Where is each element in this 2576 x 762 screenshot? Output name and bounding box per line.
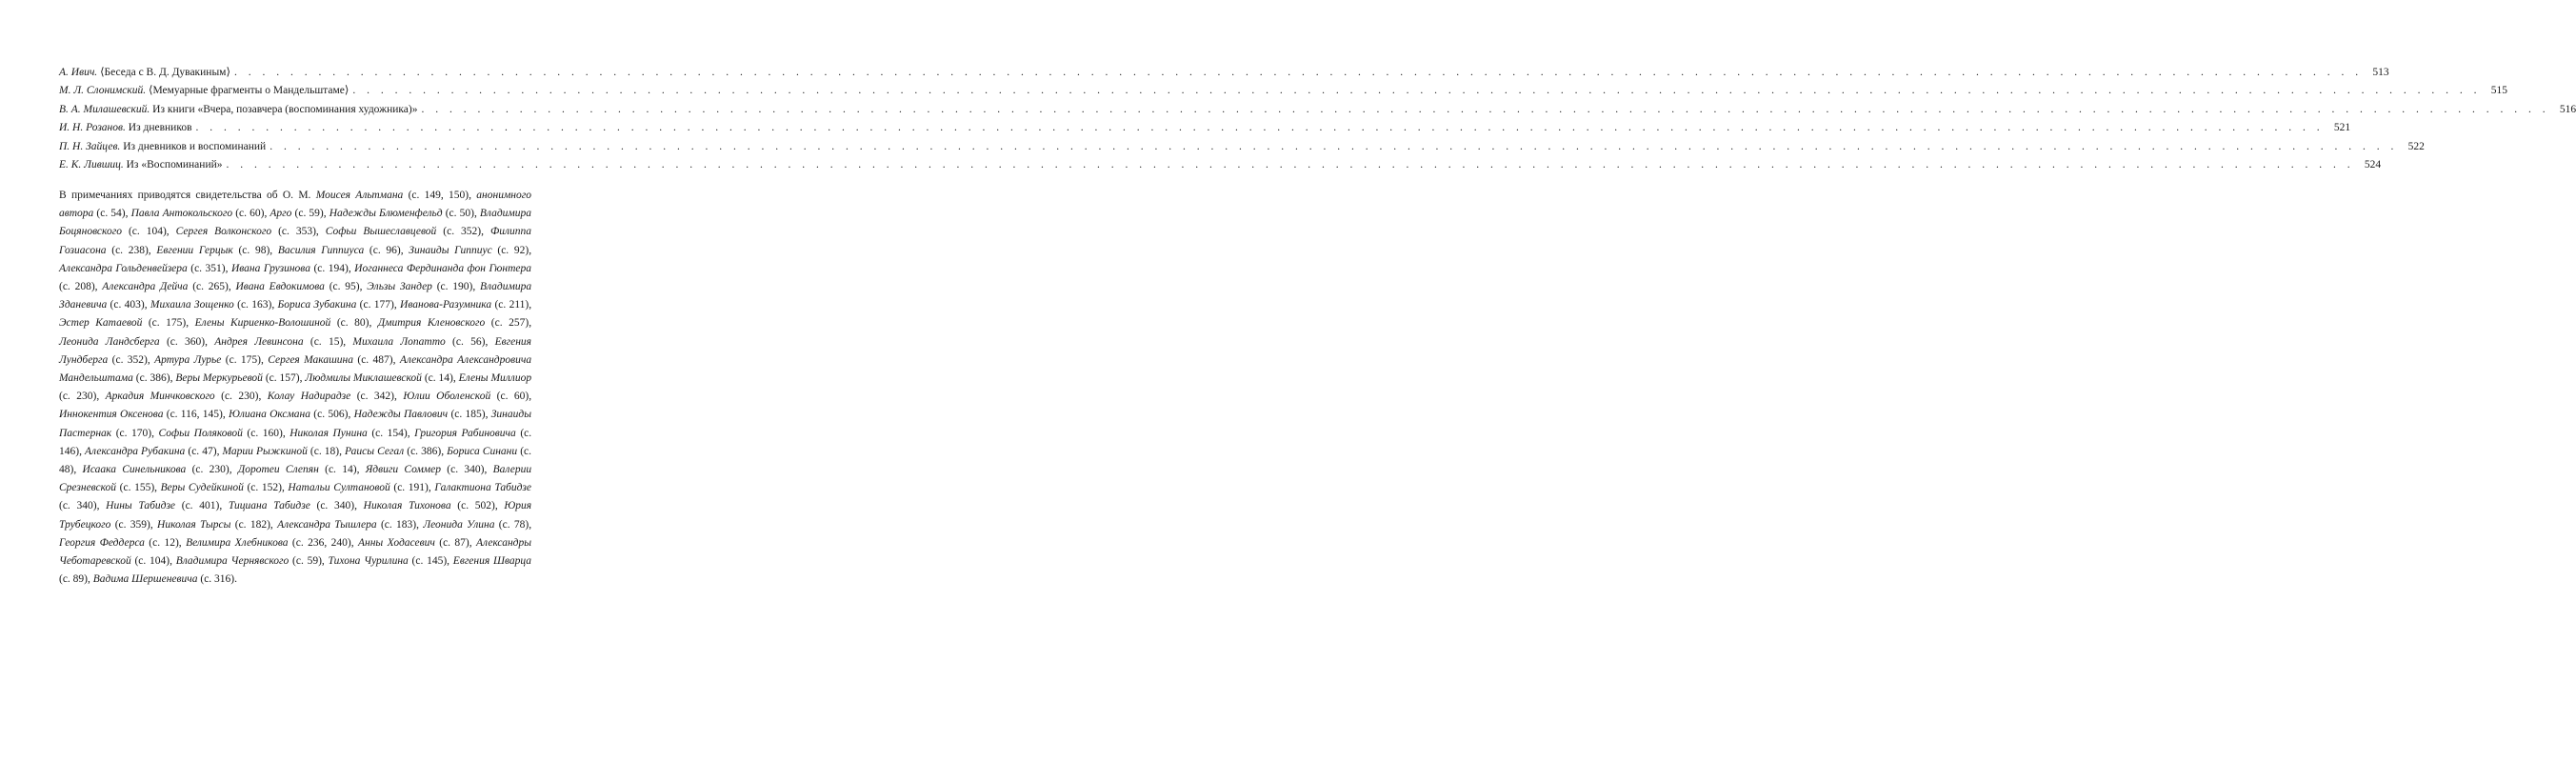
- page-reference: (с. 104): [128, 226, 167, 238]
- page-reference: (с. 257): [490, 317, 529, 330]
- page-reference: (с. 175): [225, 353, 261, 366]
- toc-author: И. Н. Розанов.: [59, 122, 126, 134]
- page-reference: (с. 340): [447, 464, 485, 476]
- person-name: Арго: [270, 208, 292, 220]
- page-reference: (с. 353): [278, 226, 316, 238]
- toc-title: ⟨Мемуарные фрагменты о Мандельштаме⟩: [148, 85, 349, 97]
- page-reference: (с. 352): [443, 226, 482, 238]
- person-name: Колау Надирадзе: [267, 391, 351, 403]
- person-name: Людмилы Миклашевской: [305, 372, 422, 385]
- page-reference: (с. 155): [119, 482, 155, 494]
- person-name: Софьи Поляковой: [158, 427, 243, 439]
- page-reference: (с. 183): [380, 518, 417, 531]
- person-name: Сергея Волконского: [175, 226, 272, 238]
- toc-author: В. А. Милашевский.: [59, 103, 150, 115]
- page-reference: (с. 56): [452, 335, 486, 348]
- page-reference: (с. 502): [457, 500, 495, 512]
- person-name: Ивана Евдокимова: [235, 281, 325, 293]
- notes-intro: В примечаниях приводятся свидетельства об О. М.: [59, 190, 311, 201]
- person-name: Михаила Лопатто: [352, 335, 446, 348]
- person-name: Валерии Срезневской: [59, 464, 532, 494]
- toc-title: Из дневников: [128, 122, 192, 134]
- page-reference: (с. 191): [393, 482, 429, 494]
- person-name: Елены Кириенко-Волошиной: [194, 317, 331, 330]
- person-name: Анны Ходасевич: [357, 536, 435, 549]
- page-reference: (с. 386): [407, 445, 442, 457]
- person-name: Надежды Блюменфельд: [329, 208, 443, 220]
- page-reference: (с. 48): [59, 445, 531, 476]
- person-name: Александра Дейча: [102, 281, 189, 293]
- person-name: Ивана Грузинова: [230, 262, 310, 274]
- toc-entry-text: [59, 156, 223, 174]
- person-name: Михаила Зощенко: [150, 299, 234, 311]
- person-name: Александра Рубакина: [85, 445, 186, 457]
- page-reference: (с. 177): [359, 299, 394, 311]
- page-reference: (с. 18): [310, 445, 340, 457]
- dot-leader: [227, 156, 2355, 174]
- person-name: Иванова-Разумника: [400, 299, 492, 311]
- person-name: Николая Тырсы: [157, 518, 231, 531]
- toc-page-number: 522: [2407, 140, 2425, 152]
- page-reference: (с. 208): [59, 281, 95, 293]
- person-name: Иоганнеса Фердинанда фон Гюнтера: [354, 262, 532, 274]
- person-name: Моисея Альтмана: [315, 190, 404, 201]
- person-name: Велимира Хлебникова: [186, 536, 289, 549]
- person-name: Леонида Ландсберга: [59, 335, 160, 348]
- person-name: Филиппа Гозиасона: [59, 226, 531, 256]
- person-name: Николая Тихонова: [363, 500, 451, 512]
- person-name: Елены Миллиор: [458, 372, 532, 385]
- page-reference: (с. 54): [96, 208, 126, 220]
- toc-entry-text: [59, 119, 192, 137]
- dot-leader: [270, 138, 2398, 156]
- page-reference: (с. 59): [292, 555, 322, 568]
- person-name: Тициана Табидзе: [228, 500, 310, 512]
- page-reference: (с. 12): [149, 536, 179, 549]
- page-reference: (с. 194): [313, 262, 349, 274]
- person-name: Бориса Зубакина: [277, 299, 357, 311]
- person-name: Раисы Сегал: [345, 445, 405, 457]
- dot-leader: [421, 101, 2549, 119]
- page-reference: (с. 96): [369, 244, 401, 256]
- person-name: Василия Гиппиуса: [277, 244, 365, 256]
- notes-paragraph: В примечаниях приводятся свидетельства об О. М. Моисея Альтмана (с. 149, 150), анонимного автора (с. 54), Павла Антокольского (с. 60), Арго (с. 59), Надежды Блюменфельд (с. 50), Владимира Боцяновского (с. 104), Сергея Волконского (с. 353), Софьи Вышеславцевой (с. 352), Филиппа Гозиасона (с. 238), Евгении Герцык (с. 98), Василия Гиппиуса (с. 96), Зинаиды Гиппиус (с. 92), Александра Гольденвейзера (с. 351), Ивана Грузинова (с. 194), Иоганнеса Фердинанда фон Гюнтера (с. 208), Александра Дейча (с. 265), Ивана Евдокимова (с. 95), Эльзы Зандер (с. 190), Владимира Зданевича (с. 403), Михаила Зощенко (с. 163), Бориса Зубакина (с. 177), Иванова-Разумника (с. 211), Эстер Катаевой (с. 175), Елены Кириенко-Волошиной (с. 80), Дмитрия Кленовского (с. 257), Леонида Ландсберга (с. 360), Андрея Левинсона (с. 15), Михаила Лопатто (с. 56), Евгения Лундберга (с. 352), Артура Лурье (с. 175), Сергея Макашина (с. 487), Александра Александровича Мандельштама (с. 386), Веры Меркурьевой (с. 157), Людмилы Миклашевской (с. 14), Елены Миллиор (с. 230), Аркадия Минчковского (с. 230), Колау Надирадзе (с. 342), Юлии Оболенской (с. 60), Иннокентия Оксенова (с. 116, 145), Юлиана Оксмана (с. 506), Надежды Павлович (с. 185), Зинаиды Пастернак (с. 170), Софьи Поляковой (с. 160), Николая Пунина (с. 154), Григория Рабиновича (с. 146), Александра Рубакина (с. 47), Марии Рыжкиной (с. 18), Раисы Сегал (с. 386), Бориса Синани (с. 48), Исаака Синельникова (с. 230), Доротеи Слепян (с. 14), Ядвиги Соммер (с. 340), Валерии Срезневской (с. 155), Веры Судейкиной (с. 152), Натальи Султановой (с. 191), Галактиона Табидзе (с. 340), Нины Табидзе (с. 401), Тициана Табидзе (с. 340), Николая Тихонова (с. 502), Юрия Трубецкого (с. 359), Николая Тырсы (с. 182), Александра Тышлера (с. 183), Леонида Улина (с. 78), Георгия Феддерса (с. 12), Велимира Хлебникова (с. 236, 240), Анны Ходасевич (с. 87), Александры Чеботаревской (с. 104), Владимира Чернявского (с. 59), Тихона Чурилина (с. 145), Евгения Шварца (с. 89), Вадима Шершеневича (с. 316).: [59, 190, 532, 586]
- table-of-contents: [59, 64, 2576, 174]
- page-reference: (с. 386): [135, 372, 170, 385]
- page-reference: (с. 487): [357, 353, 393, 366]
- dot-leader: [196, 119, 2325, 137]
- page-reference: (с. 175): [148, 317, 187, 330]
- person-name: Зинаиды Пастернак: [59, 409, 531, 439]
- page-reference: (с. 230): [221, 391, 259, 403]
- person-name: Веры Судейкиной: [160, 482, 244, 494]
- person-name: Юрия Трубецкого: [59, 500, 532, 531]
- page-reference: (с. 80): [336, 317, 369, 330]
- page-reference: (с. 351): [190, 262, 226, 274]
- page-reference: (с. 145): [411, 555, 448, 568]
- person-name: Тихона Чурилина: [328, 555, 409, 568]
- person-name: анонимного автора: [59, 190, 531, 220]
- page-reference: (с. 340): [316, 500, 355, 512]
- toc-author: М. Л. Слонимский.: [59, 85, 147, 97]
- person-name: Веры Меркурьевой: [175, 372, 263, 385]
- page-reference: (с. 78): [498, 518, 529, 531]
- page-reference: (с. 265): [192, 281, 229, 293]
- person-name: Иннокентия Оксенова: [59, 409, 164, 421]
- page-reference: (с. 152): [247, 482, 282, 494]
- person-name: Владимира Боцяновского: [59, 208, 531, 238]
- person-name: Аркадия Минчковского: [105, 391, 215, 403]
- toc-entry: [59, 64, 2389, 82]
- toc-author: П. Н. Зайцев.: [59, 140, 121, 152]
- person-name: Доротеи Слепян: [237, 464, 319, 476]
- page-reference: (с. 230): [59, 391, 97, 403]
- person-name: Надежды Павлович: [353, 409, 449, 421]
- page-reference: (с. 185): [450, 409, 486, 421]
- page-reference: (с. 104): [134, 555, 170, 568]
- person-name: Софьи Вышеславцевой: [325, 226, 437, 238]
- dot-leader: [234, 64, 2363, 82]
- person-name: Дмитрия Кленовского: [377, 317, 486, 330]
- person-name: Евгения Лундберга: [59, 335, 532, 366]
- person-name: Зинаиды Гиппиус: [409, 244, 492, 256]
- dot-leader: [352, 82, 2481, 100]
- toc-author: Е. К. Лившиц.: [59, 158, 124, 170]
- toc-page-number: 521: [2333, 122, 2351, 134]
- toc-entry: [59, 119, 2351, 137]
- page-reference: (с. 352): [111, 353, 148, 366]
- person-name: Александра Александровича Мандельштама: [59, 353, 532, 385]
- page-reference: (с. 60): [235, 208, 265, 220]
- page-reference: (с. 98): [238, 244, 270, 256]
- page-reference: (с. 506): [313, 409, 349, 421]
- person-name: Бориса Синани: [447, 445, 518, 457]
- page-reference: (с. 47): [188, 445, 217, 457]
- person-name: Нины Табидзе: [106, 500, 176, 512]
- page-reference: (с. 230): [191, 464, 230, 476]
- person-name: Вадима Шершеневича: [92, 573, 198, 586]
- page-reference: (с. 116, 145): [166, 409, 223, 421]
- toc-page-number: 515: [2490, 85, 2507, 97]
- person-name: Александры Чеботаревской: [59, 536, 532, 568]
- person-name: Сергея Макашина: [268, 353, 354, 366]
- toc-page-number: 513: [2372, 67, 2389, 78]
- person-name: Александра Тышлера: [277, 518, 377, 531]
- page-reference: (с. 316): [200, 573, 235, 586]
- page-reference: (с. 59): [294, 208, 324, 220]
- person-name: Николая Пунина: [290, 427, 368, 439]
- page-reference: (с. 87): [439, 536, 469, 549]
- page-reference: (с. 92): [497, 244, 529, 256]
- page-reference: (с. 359): [114, 518, 150, 531]
- page-reference: (с. 236, 240): [291, 536, 351, 549]
- toc-title: Из книги «Вчера, позавчера (воспоминания художника)»: [152, 103, 418, 115]
- toc-entry-text: [59, 82, 349, 100]
- person-name: Александра Гольденвейзера: [59, 262, 188, 274]
- person-name: Артура Лурье: [154, 353, 222, 366]
- page-reference: (с. 238): [111, 244, 149, 256]
- person-name: Натальи Султановой: [288, 482, 390, 494]
- person-name: Павла Антокольского: [130, 208, 233, 220]
- final-punctuation: .: [234, 573, 238, 586]
- page-reference: (с. 14): [325, 464, 357, 476]
- toc-entry: [59, 82, 2507, 100]
- person-name: Леонида Улина: [423, 518, 495, 531]
- page-reference: (с. 95): [329, 281, 360, 293]
- person-name: Андрея Левинсона: [214, 335, 304, 348]
- page-reference: (с. 50): [445, 208, 474, 220]
- page-reference: (с. 403): [110, 299, 145, 311]
- person-name: Владимира Зданевича: [59, 281, 532, 311]
- page-reference: (с. 340): [59, 500, 97, 512]
- page-reference: (с. 157): [265, 372, 300, 385]
- person-name: Эльзы Зандер: [367, 281, 432, 293]
- toc-entry-text: [59, 101, 417, 119]
- toc-title: ⟨Беседа с В. Д. Дувакиным⟩: [100, 67, 230, 78]
- person-name: Юлии Оболенской: [403, 391, 491, 403]
- page-reference: (с. 60): [496, 391, 529, 403]
- person-name: Марии Рыжкиной: [222, 445, 308, 457]
- person-name: Григория Рабиновича: [414, 427, 516, 439]
- person-name: Евгении Герцык: [156, 244, 233, 256]
- page-reference: (с. 149, 150): [408, 190, 469, 201]
- page-reference: (с. 146): [59, 427, 532, 457]
- person-name: Галактиона Табидзе: [434, 482, 532, 494]
- page-reference: (с. 89): [59, 573, 89, 586]
- page-reference: (с. 190): [436, 281, 473, 293]
- person-name: Юлиана Оксмана: [229, 409, 311, 421]
- toc-entry-text: [59, 64, 230, 82]
- page-reference: (с. 160): [247, 427, 283, 439]
- page-reference: (с. 182): [234, 518, 270, 531]
- toc-entry-text: [59, 138, 266, 156]
- page-reference: (с. 170): [115, 427, 152, 439]
- person-name: Эстер Катаевой: [59, 317, 143, 330]
- toc-title: Из «Воспоминаний»: [126, 158, 223, 170]
- toc-entry: [59, 101, 2576, 119]
- person-name: Георгия Феддерса: [59, 536, 145, 549]
- page-reference: (с. 211): [494, 299, 529, 311]
- person-name: Евгения Шварца: [452, 555, 532, 568]
- toc-author: А. Ивич.: [59, 67, 98, 78]
- person-name: Ядвиги Соммер: [365, 464, 441, 476]
- person-name: Исаака Синельникова: [82, 464, 187, 476]
- toc-entry: [59, 138, 2425, 156]
- page-reference: (с. 401): [181, 500, 220, 512]
- toc-page-number: 516: [2559, 103, 2576, 115]
- page-reference: (с. 15): [310, 335, 344, 348]
- page-reference: (с. 360): [166, 335, 206, 348]
- page-reference: (с. 342): [356, 391, 395, 403]
- toc-entry: [59, 156, 2382, 174]
- page-reference: (с. 14): [424, 372, 453, 385]
- page-reference: (с. 154): [371, 427, 408, 439]
- toc-page-number: 524: [2364, 158, 2382, 170]
- page-reference: (с. 163): [237, 299, 272, 311]
- person-name: Владимира Чернявского: [175, 555, 290, 568]
- toc-title: Из дневников и воспоминаний: [123, 140, 267, 152]
